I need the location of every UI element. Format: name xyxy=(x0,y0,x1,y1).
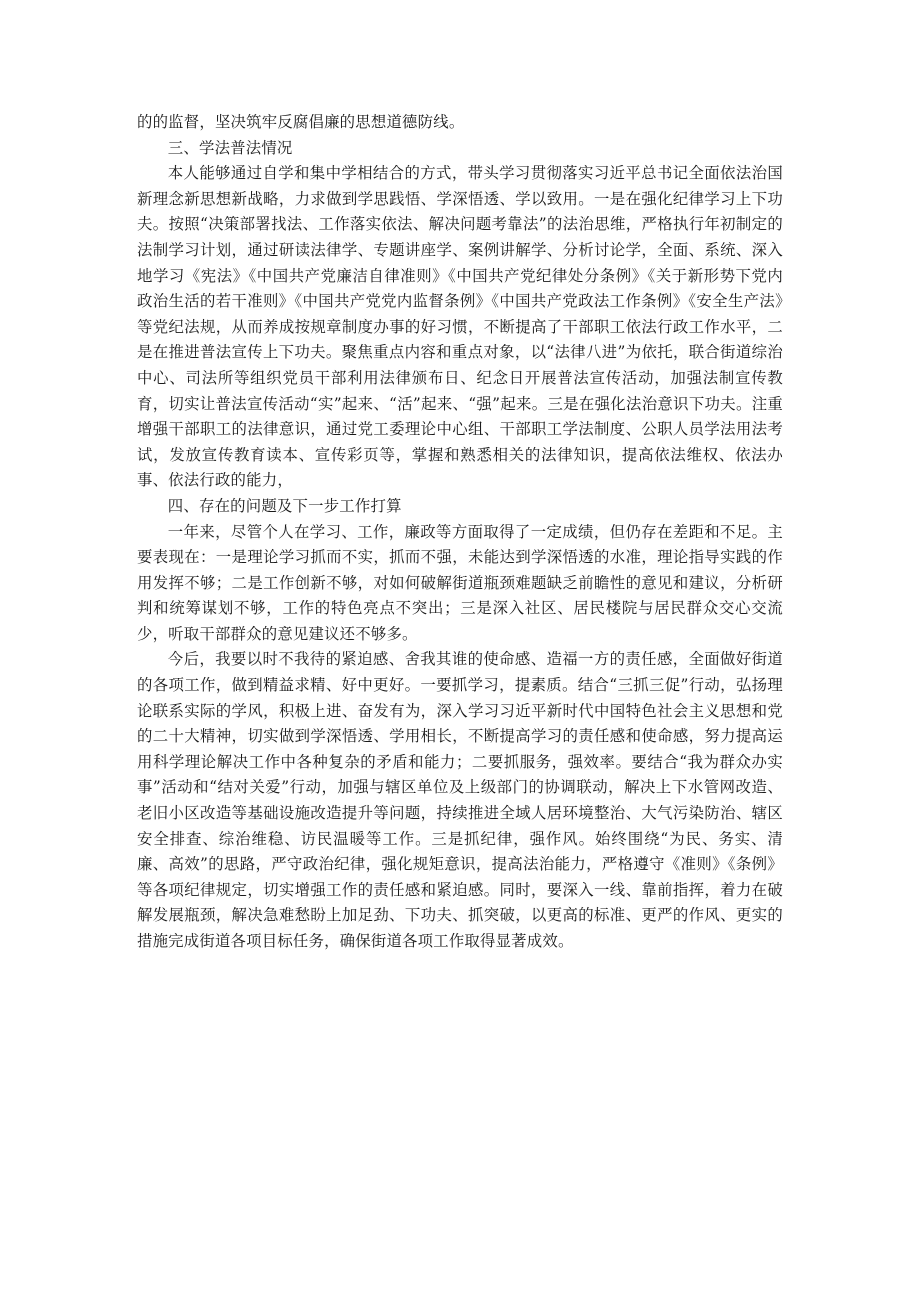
section-3-heading: 三、学法普法情况 xyxy=(167,138,293,157)
opening-fragment-paragraph: 的的监督，坚决筑牢反腐倡廉的思想道德防线。 xyxy=(137,113,465,131)
section-4-body-paragraph-2: 今后，我要以时不我待的紧迫感、舍我其谁的使命感、造福一方的责任感，全面做好街道的各项工作，做到精益求精、好中更好。一要抓学习，提素质。结合“三抓三促”行动，弘扬理论联系实际的学风，积极上进、奋发有为，深入学习习近平新时代中国特色社会主义思想和党的二十大精神，切实做到学深悟透、学用相长，不断提高学习的责任感和使命感，努力提高运用科学理论解决工作中各种复杂的矛盾和能力；二要抓服务，强效率。要结合“我为群众办实事”活动和“结对关爱”行动，加强与辖区单位及上级部门的协调联动，解决上下水管网改造、老旧小区改造等基础设施改造提升等问题，持续推进全域人居环境整治、大气污染防治、辖区安全排查、综治维稳、访民温暖等工作。三是抓纪律，强作风。始终围绕“为民、务实、清廉、高效”的思路，严守政治纪律，强化规矩意识，提高法治能力，严格遵守《准则》《条例》等各项纪律规定，切实增强工作的责任感和紧迫感。同时，要深入一线、靠前指挥，着力在破解发展瓶颈，解决急难愁盼上加足劲、下功夫、抓突破，以更高的标准、更严的作风、更实的措施完成街道各项目标任务，确保街道各项工作取得显著成效。 xyxy=(137,650,783,950)
section-4-body-paragraph-1: 一年来，尽管个人在学习、工作，廉政等方面取得了一定成绩，但仍存在差距和不足。主要表现在：一是理论学习抓而不实，抓而不强，未能达到学深悟透的水准，理论指导实践的作用发挥不够；二是工作创新不够，对如何破解街道瓶颈难题缺乏前瞻性的意见和建议，分析研判和统筹谋划不够，工作的特色亮点不突出；三是深入社区、居民楼院与居民群众交心交流少，听取干部群众的意见建议还不够多。 xyxy=(137,522,783,643)
section-4-heading: 四、存在的问题及下一步工作打算 xyxy=(167,496,402,515)
section-3-body-paragraph: 本人能够通过自学和集中学相结合的方式，带头学习贯彻落实习近平总书记全面依法治国新理念新思想新战略，力求做到学思践悟、学深悟透、学以致用。一是在强化纪律学习上下功夫。按照“决策部署找法、工作落实依法、解决问题考靠法”的法治思维，严格执行年初制定的法制学习计划，通过研读法律学、专题讲座学、案例讲解学、分析讨论学，全面、系统、深入地学习《宪法》《中国共产党廉洁自律准则》《中国共产党纪律处分条例》《关于新形势下党内政治生活的若干准则》《中国共产党党内监督条例》《中国共产党政法工作条例》《安全生产法》等党纪法规，从而养成按规章制度办事的好习惯，不断提高了干部职工依法行政工作水平，二是在推进普法宣传上下功夫。聚焦重点内容和重点对象，以“法律八进”为依托，联合街道综治中心、司法所等组织党员干部利用法律颁布日、纪念日开展普法宣传活动，加强法制宣传教育，切实让普法宣传活动“实”起来、“活”起来、“强”起来。三是在强化法治意识下功夫。注重增强干部职工的法律意识，通过党工委理论中心组、干部职工学法制度、公职人员学法用法考试，发放宣传教育读本、宣传彩页等，掌握和熟悉相关的法律知识，提高依法维权、依法办事、依法行政的能力， xyxy=(137,164,783,490)
document-body xyxy=(137,110,783,955)
